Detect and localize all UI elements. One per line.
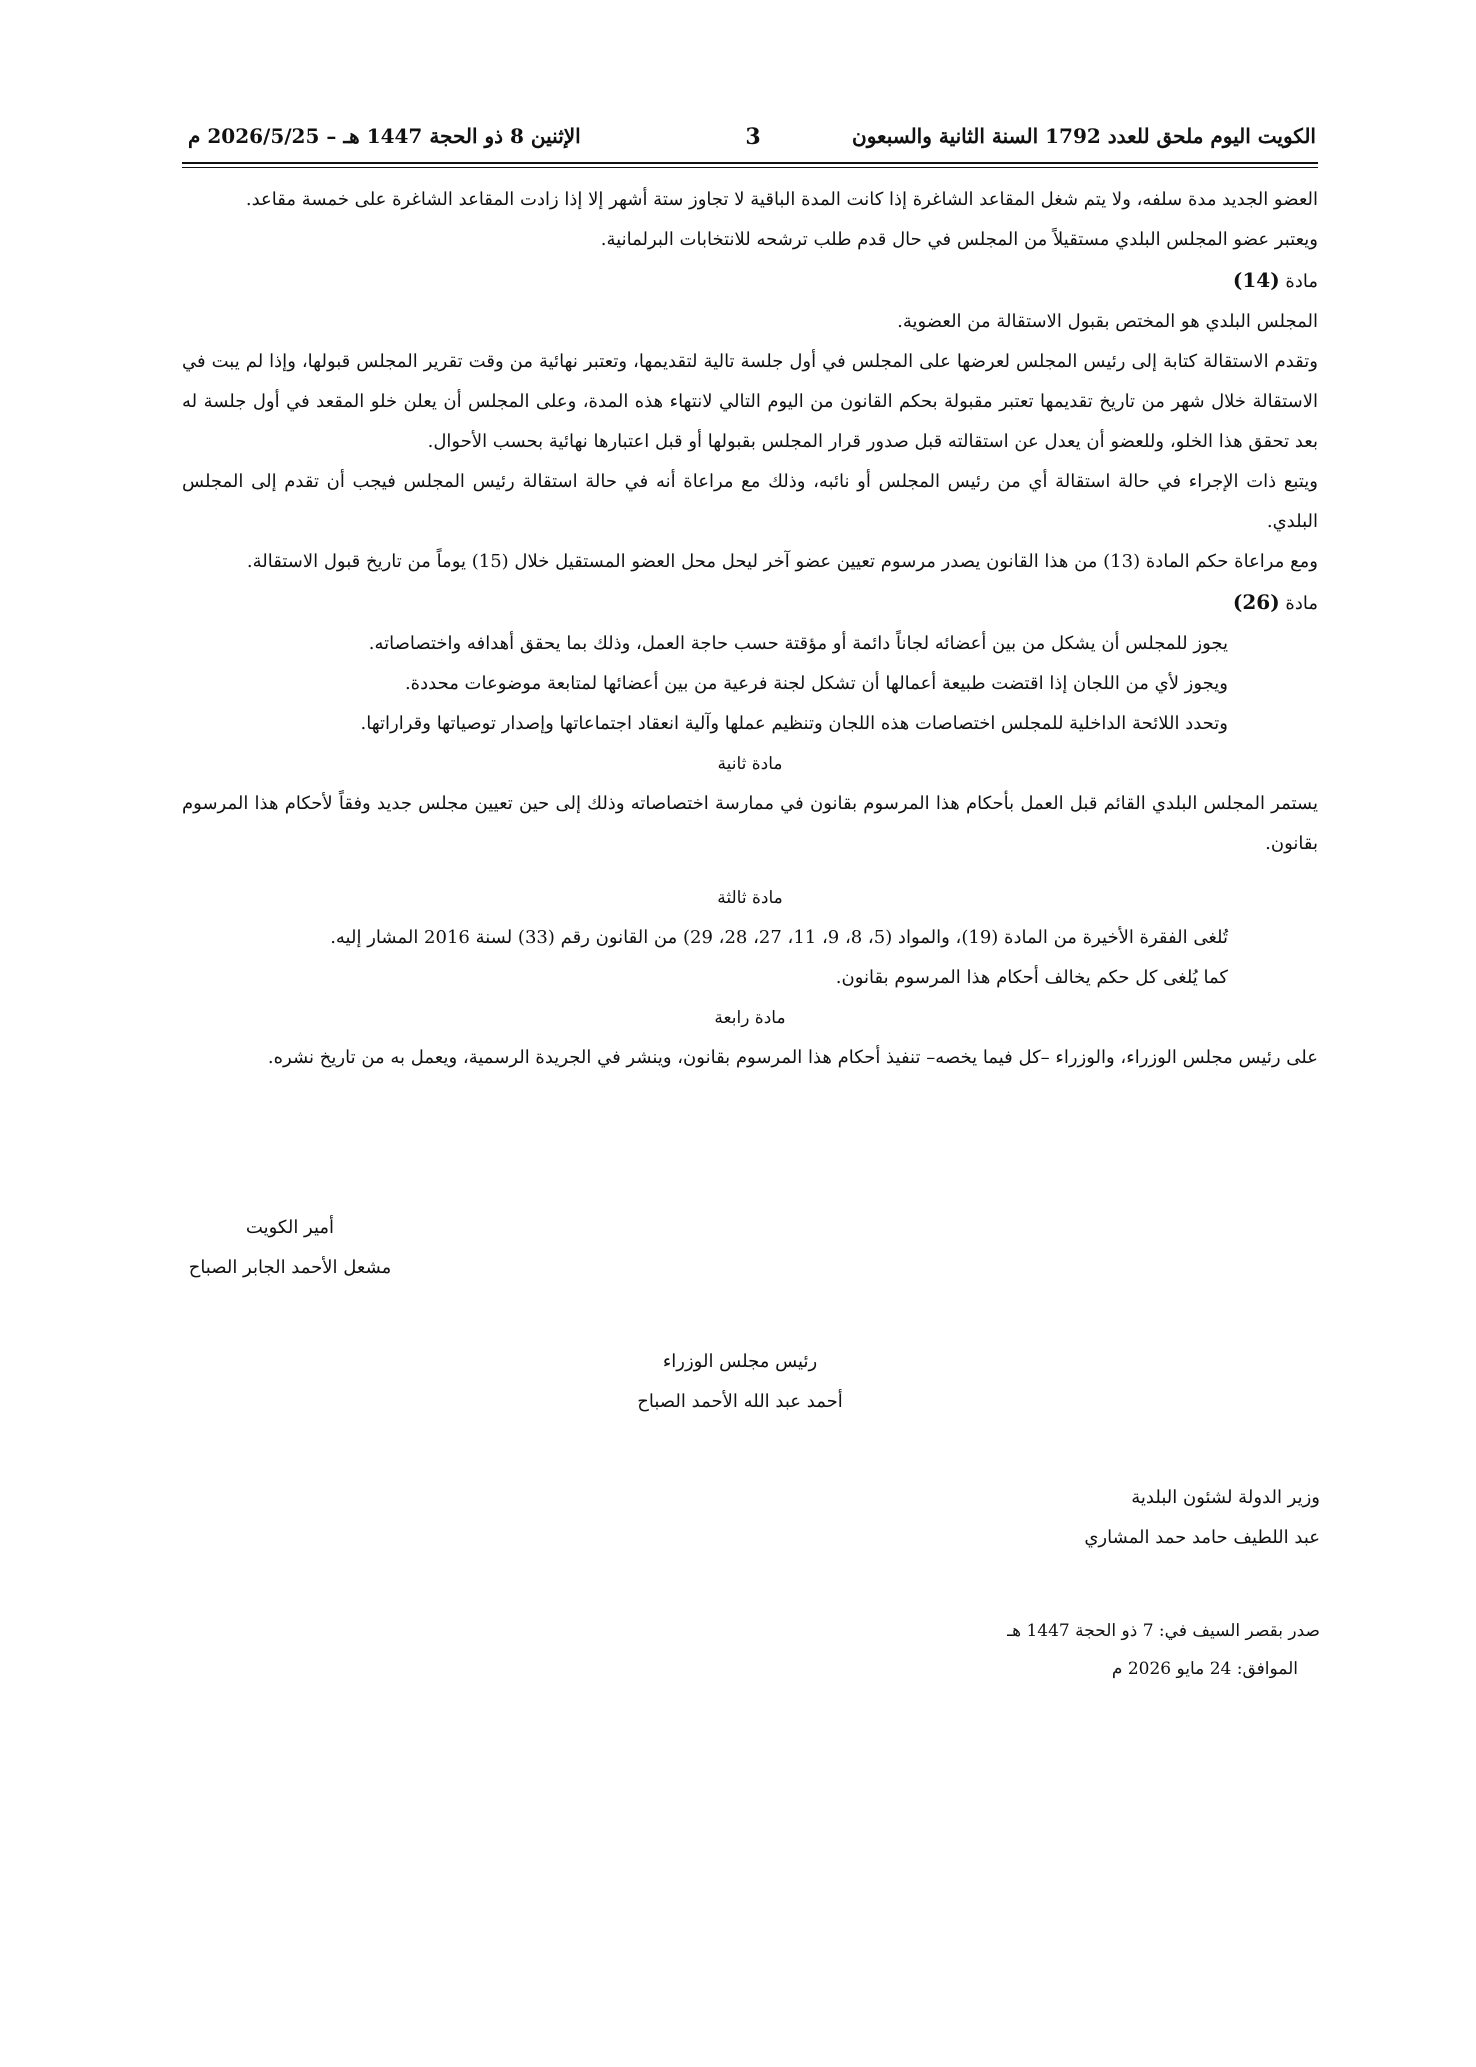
section-title: مادة ثانية [717,754,783,774]
header-divider [182,162,1318,164]
emir-signature-block [180,1208,400,1288]
section-title: مادة رابعة [714,1008,786,1028]
article-label: مادة [1285,593,1318,614]
minister-signature-block [1000,1478,1320,1558]
article-heading [182,260,1318,302]
header-date: الإثنين 8 ذو الحجة 1447 هـ – 2026/5/25 م [188,124,581,148]
paragraph: ويتبع ذات الإجراء في حالة استقالة أي من رئيس المجلس أو نائبه، وذلك مع مراعاة أنه في حالة استقالة رئيس المجلس فيجب أن تقدم إلى المجلس البلدي. [182,471,1318,532]
signatory-name: عبد اللطيف حامد حمد المشاري [1084,1527,1320,1548]
page-number: 3 [745,124,761,150]
paragraph: كما يُلغى كل حكم يخالف أحكام هذا المرسوم بقانون. [835,967,1228,988]
paragraph: على رئيس مجلس الوزراء، والوزراء –كل فيما يخصه– تنفيذ أحكام هذا المرسوم بقانون، وينشر في الجريدة الرسمية، ويعمل به من تاريخ نشره. [267,1047,1318,1068]
paragraph: المجلس البلدي هو المختص بقبول الاستقالة من العضوية. [897,311,1318,332]
paragraph: ويجوز لأي من اللجان إذا اقتضت طبيعة أعمالها أن تشكل لجنة فرعية من بين أعضائها لمتابعة موضوعات محددة. [404,673,1228,694]
paragraph: يجوز للمجلس أن يشكل من بين أعضائه لجاناً دائمة أو مؤقتة حسب حاجة العمل، وذلك بما يحقق أهدافه واختصاصاته. [368,633,1228,654]
paragraph: وتحدد اللائحة الداخلية للمجلس اختصاصات هذه اللجان وتنظيم عملها وآلية انعقاد اجتماعاتها وإصدار توصياتها وقراراتها. [360,713,1228,734]
article-number: (14) [1232,268,1280,292]
issuance-block [1000,1612,1320,1688]
paragraph: ويعتبر عضو المجلس البلدي مستقيلاً من المجلس في حال قدم طلب ترشحه للانتخابات البرلمانية. [600,229,1318,250]
article-label: مادة [1285,271,1318,292]
issued-hijri-date: صدر بقصر السيف في: 7 ذو الحجة 1447 هـ [1007,1621,1320,1641]
signatory-title: رئيس مجلس الوزراء [662,1351,818,1372]
header-issue-info: الكويت اليوم ملحق للعدد 1792 السنة الثانية والسبعون [852,124,1316,148]
section-title: مادة ثالثة [717,888,783,908]
header-divider-thin [182,167,1318,168]
paragraph: وتقدم الاستقالة كتابة إلى رئيس المجلس لعرضها على المجلس في أول جلسة تالية لتقديمها، وتعتبر نهائية من وقت تقرير المجلس قبولها، وإذا لم يبت في الاستقالة خلال شهر من تاريخ تقديمها تعتبر مقبولة بحكم القانون من اليوم التالي لانتهاء هذه المدة، وعلى المجلس أن يعلن خلو المقعد في أول جلسة له بعد تحقق هذا الخلو، وللعضو أن يعدل عن استقالته قبل صدور قرار المجلس بقبولها أو قبل اعتبارها نهائية بحسب الأحوال. [182,351,1318,452]
paragraph: العضو الجديد مدة سلفه، ولا يتم شغل المقاعد الشاغرة إذا كانت المدة الباقية لا تجاوز ستة أشهر إلا إذا زادت المقاعد الشاغرة على خمسة مقاعد. [245,189,1318,210]
document-body [182,180,1318,1078]
page-header [188,124,1316,158]
paragraph: يستمر المجلس البلدي القائم قبل العمل بأحكام هذا المرسوم بقانون في ممارسة اختصاصاته وذلك إلى حين تعيين مجلس جديد وفقاً لأحكام هذا المرسوم بقانون. [182,793,1318,854]
pm-signature-block [610,1342,870,1422]
article-number: (26) [1232,590,1280,614]
article-heading [182,582,1318,624]
signatory-name: مشعل الأحمد الجابر الصباح [188,1257,392,1278]
signatory-name: أحمد عبد الله الأحمد الصباح [637,1391,843,1412]
spacer [182,864,1318,878]
paragraph: تُلغى الفقرة الأخيرة من المادة (19)، والمواد (5، 8، 9، 11، 27، 28، 29) من القانون رقم (33) لسنة 2016 المشار إليه. [330,927,1228,948]
paragraph: ومع مراعاة حكم المادة (13) من هذا القانون يصدر مرسوم تعيين عضو آخر ليحل محل العضو المستقيل خلال (15) يوماً من تاريخ قبول الاستقالة. [246,551,1318,572]
issued-gregorian-date: الموافق: 24 مايو 2026 م [1111,1659,1298,1679]
signatory-title: وزير الدولة لشئون البلدية [1131,1487,1320,1508]
signatory-title: أمير الكويت [245,1217,335,1238]
